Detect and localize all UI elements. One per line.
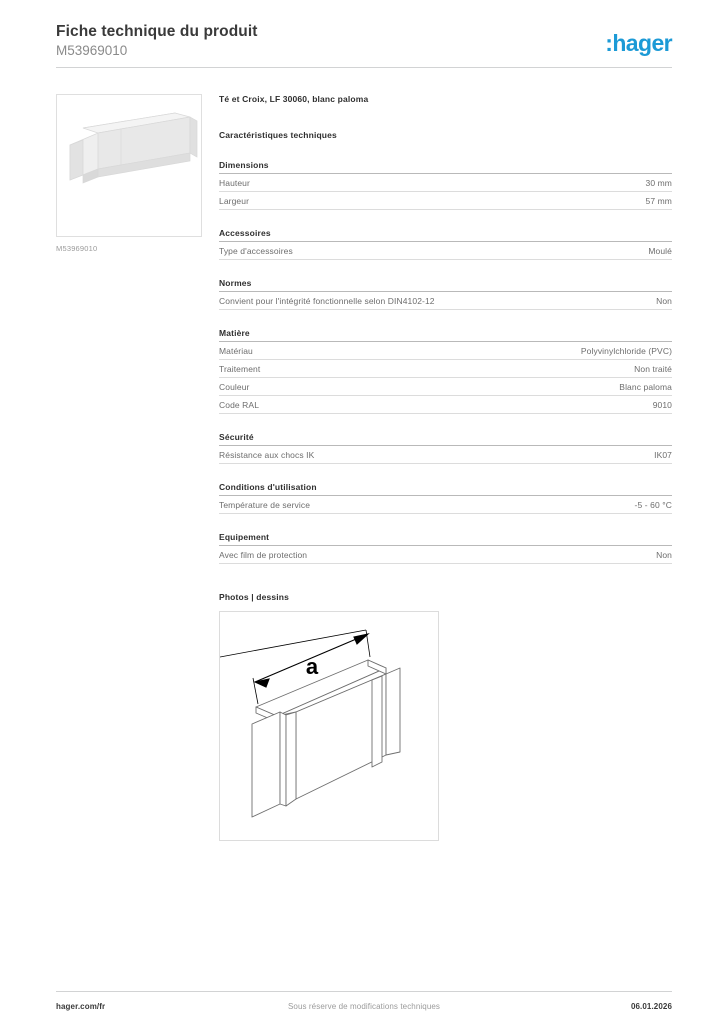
spec-row (219, 546, 672, 564)
spec-row (219, 446, 672, 464)
spec-value: IK07 (654, 450, 672, 460)
dimension-label-a: a (305, 654, 319, 679)
spec-label: Température de service (219, 500, 311, 510)
specifications-title: Caractéristiques techniques (219, 130, 337, 140)
product-reference: M53969010 (56, 43, 128, 58)
spec-label: Convient pour l'intégrité fonctionnelle selon DIN4102-12 (219, 296, 435, 306)
spec-section-title: Dimensions (219, 160, 672, 174)
spec-row (219, 378, 672, 396)
drawings-block (219, 592, 672, 841)
spec-row (219, 242, 672, 260)
spec-label: Matériau (219, 346, 253, 356)
hager-logo[interactable]: :hager (605, 30, 672, 56)
header-divider (56, 67, 672, 68)
specifications-column (219, 94, 672, 841)
spec-row (219, 360, 672, 378)
spec-section (219, 228, 672, 260)
spec-label: Hauteur (219, 178, 250, 188)
spec-label: Avec film de protection (219, 550, 308, 560)
technical-drawing-icon (220, 612, 438, 840)
product-image-caption: M53969010 (56, 244, 98, 253)
page-title: Fiche technique du produit (56, 23, 258, 40)
product-figure (56, 94, 202, 253)
spec-value: -5 - 60 °C (634, 500, 672, 510)
spec-section-title: Conditions d'utilisation (219, 482, 672, 496)
spec-section-title: Normes (219, 278, 672, 292)
drawings-title: Photos | dessins (219, 592, 289, 602)
spec-section-title: Sécurité (219, 432, 672, 446)
spec-label: Largeur (219, 196, 249, 206)
technical-drawing-box[interactable] (219, 611, 439, 841)
spec-value: 57 mm (645, 196, 672, 206)
spec-label: Traitement (219, 364, 261, 374)
page-footer (56, 999, 672, 1013)
spec-row (219, 342, 672, 360)
spec-row (219, 174, 672, 192)
spec-value: Polyvinylchloride (PVC) (580, 346, 672, 356)
spec-row (219, 192, 672, 210)
spec-value: Non traité (634, 364, 672, 374)
footer-divider (56, 991, 672, 992)
page-header (56, 22, 672, 68)
footer-disclaimer: Sous réserve de modifications techniques (287, 1001, 441, 1011)
spec-section-title: Accessoires (219, 228, 672, 242)
spec-section (219, 160, 672, 210)
spec-section-title: Matière (219, 328, 672, 342)
spec-label: Code RAL (219, 400, 260, 410)
specifications-table (219, 160, 672, 564)
spec-value: Blanc paloma (619, 382, 672, 392)
spec-section (219, 328, 672, 414)
spec-section (219, 278, 672, 310)
spec-value: 30 mm (645, 178, 672, 188)
spec-row (219, 396, 672, 414)
footer-date: 06.01.2026 (630, 1001, 672, 1011)
spec-section (219, 432, 672, 464)
spec-row (219, 292, 672, 310)
spec-label: Couleur (219, 382, 250, 392)
spec-row (219, 496, 672, 514)
spec-value: 9010 (652, 400, 672, 410)
spec-value: Non (656, 550, 672, 560)
spec-section (219, 482, 672, 514)
spec-value: Moulé (648, 246, 672, 256)
product-image-box[interactable] (56, 94, 202, 237)
spec-section-title: Equipement (219, 532, 672, 546)
product-name: Té et Croix, LF 30060, blanc paloma (219, 94, 369, 104)
spec-section (219, 532, 672, 564)
footer-website[interactable]: hager.com/fr (56, 1001, 106, 1011)
spec-value: Non (656, 296, 672, 306)
spec-label: Résistance aux chocs IK (219, 450, 315, 460)
product-photo-icon (57, 95, 201, 236)
spec-label: Type d'accessoires (219, 246, 293, 256)
